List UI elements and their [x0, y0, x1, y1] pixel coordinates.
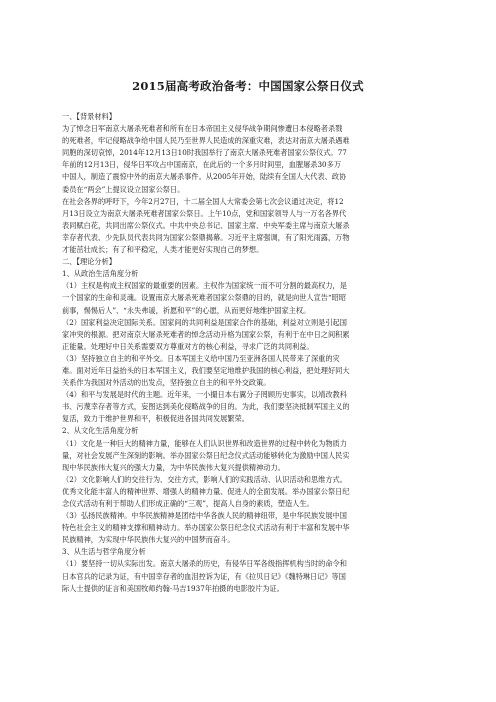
text-line: 幸存者代表、少先队员代表共同为国家公祭鼎揭幕。习近平主席强调，有了阳光雨露，万物	[62, 232, 350, 242]
text-line: 才能茁壮成长；有了和平稳定，人类才能更好实现自己的梦想。	[62, 245, 264, 255]
text-line: 现中华民族伟大复兴的强大力量，为中华民族伟大复兴提供精神动力。	[62, 462, 285, 472]
text-line: 委员在“两会”上提议设立国家公祭日。	[62, 184, 185, 194]
text-line: 1、从政治生活角度分析	[62, 269, 139, 279]
text-line: 特色社会主义的精神支撑和精神动力。举办国家公祭日纪念仪式活动有利于丰富和发展中华	[62, 523, 350, 533]
text-line: 家冲突的根源。把对南京大屠杀死难者的悼念活动升格为国家公祭，有利于在中日之间积累	[62, 329, 350, 339]
document-body	[62, 111, 435, 595]
text-line: （4）和平与发展是时代的主题。近年来，一小撮日本右翼分子罔顾历史事实，以靖改教科	[62, 390, 347, 400]
text-line: 3、从生活与哲学角度分析	[62, 547, 146, 557]
text-line: 月13日设立为南京大屠杀死难者国家公祭日。上午10点，党和国家领导人与一万名各界代	[62, 208, 347, 218]
text-line: （1）要坚持一切从实际出发。南京大屠杀的历史，有侵华日军各级指挥机构当时的命令和	[62, 559, 347, 569]
text-line: 前事，惕惕后人”、“永失弗谖，祈愿和平”的心愿，从而更好地维护国家主权。	[62, 305, 311, 315]
text-line: 复活，致力于维护世界和平，积极促进各国共同发展繁荣。	[62, 414, 249, 424]
text-line: 际人士提供的证言和美国牧师约翰·马吉1937年拍摄的电影胶片为证。	[62, 583, 284, 593]
text-line: 中国人，制造了震惊中外的南京大屠杀事件。从2005年开始，陆续有全国人大代表、政协	[62, 172, 347, 182]
text-line: 量，对社会发展产生深刻的影响。举办国家公祭日纪念仪式活动能够转化为激励中国人民实	[62, 450, 350, 460]
text-line: 日本官兵的记录为证，有中国幸存者的血泪控诉为证，有《拉贝日记》《魏特琳日记》等国	[62, 571, 346, 581]
text-line: 念仪式活动有利于帮助人们形成正确的“三观”，提高人自身的素质，塑造人生。	[62, 499, 314, 508]
document-title: 2015届高考政治备考：中国国家公祭日仪式	[132, 79, 364, 93]
text-line: 为了悼念日军南京大屠杀死难者和所有在日本帝国主义侵华战争期间惨遭日本侵略者杀戮	[62, 124, 343, 134]
text-line: 优秀文化能丰富人的精神世界、增强人的精神力量、促进人的全面发展。举办国家公祭日纪	[62, 486, 350, 496]
text-line: 同胞的深切哀悼，2014年12月13日10时我国举行了南京大屠杀死难者国家公祭仪式。77	[62, 148, 347, 158]
text-line: 民族精神，为实现中华民族伟大复兴的中国梦而奋斗。	[62, 535, 235, 545]
text-line: （1）主权是构成主权国家的最重要的因素。主权作为国家统一而不可分割的最高权力，是	[62, 281, 347, 291]
text-line: 难。面对近年日益抬头的日本军国主义，我们要坚定地维护我国的核心利益，把处理好同大	[62, 365, 350, 375]
text-line: （2）国家利益决定国际关系。国家间的共同利益是国家合作的基础，利益对立则是引起国	[62, 317, 347, 327]
text-line: （1）文化是一种巨大的精神力量，能够在人们认识世界和改造世界的过程中转化为物质力	[62, 438, 347, 448]
text-line: 二、【理论分析】	[62, 257, 116, 267]
text-line: （3）弘扬民族精神。中华民族精神是团结中华各族人民的精神纽带，是中华民族发展中国	[62, 511, 347, 521]
text-line: 年前的12月13日，侵华日军攻占中国南京，在此后的一个多月时间里，血腥屠杀30多万	[62, 160, 342, 170]
text-line: （3）坚持独立自主的和平外交。日本军国主义给中国乃至亚洲各国人民带来了深重的灾	[62, 353, 340, 363]
text-line: 书、污蔑幸存者等方式，妄图达到美化侵略战争的目的。为此，我们要坚决抵制军国主义的	[62, 402, 350, 412]
text-line: 表同赋白花，共同出席公祭仪式。中共中央总书记、国家主席、中央军委主席与南京大屠杀	[62, 220, 350, 230]
text-line: 2、从文化生活角度分析	[62, 426, 139, 436]
text-line: （2）文化影响人们的交往行为、交往方式，影响人们的实践活动、认识活动和思维方式。	[62, 474, 347, 484]
text-line: 正能量。处理好中日关系需要双方尊重对方的核心利益，寻求广泛的共同利益。	[62, 341, 314, 351]
text-line: 一、【背景材料】	[62, 112, 116, 121]
text-line: 的死难者，牢记侵略战争给中国人民乃至世界人民造成的深重灾难，表达对南京大屠杀遇难	[62, 136, 350, 146]
text-line: 在社会各界的呼吁下，今年2月27日，十二届全国人大常委会第七次会议通过决定，将12	[62, 196, 344, 206]
text-line: 关系作为我国对外活动的出发点，坚持独立自主的和平外交政策。	[62, 378, 271, 388]
text-line: 一个国家的生命和灵魂。设置南京大屠杀死难者国家公祭鼎的目的，就是向世人宣告“昭昭	[62, 293, 346, 303]
